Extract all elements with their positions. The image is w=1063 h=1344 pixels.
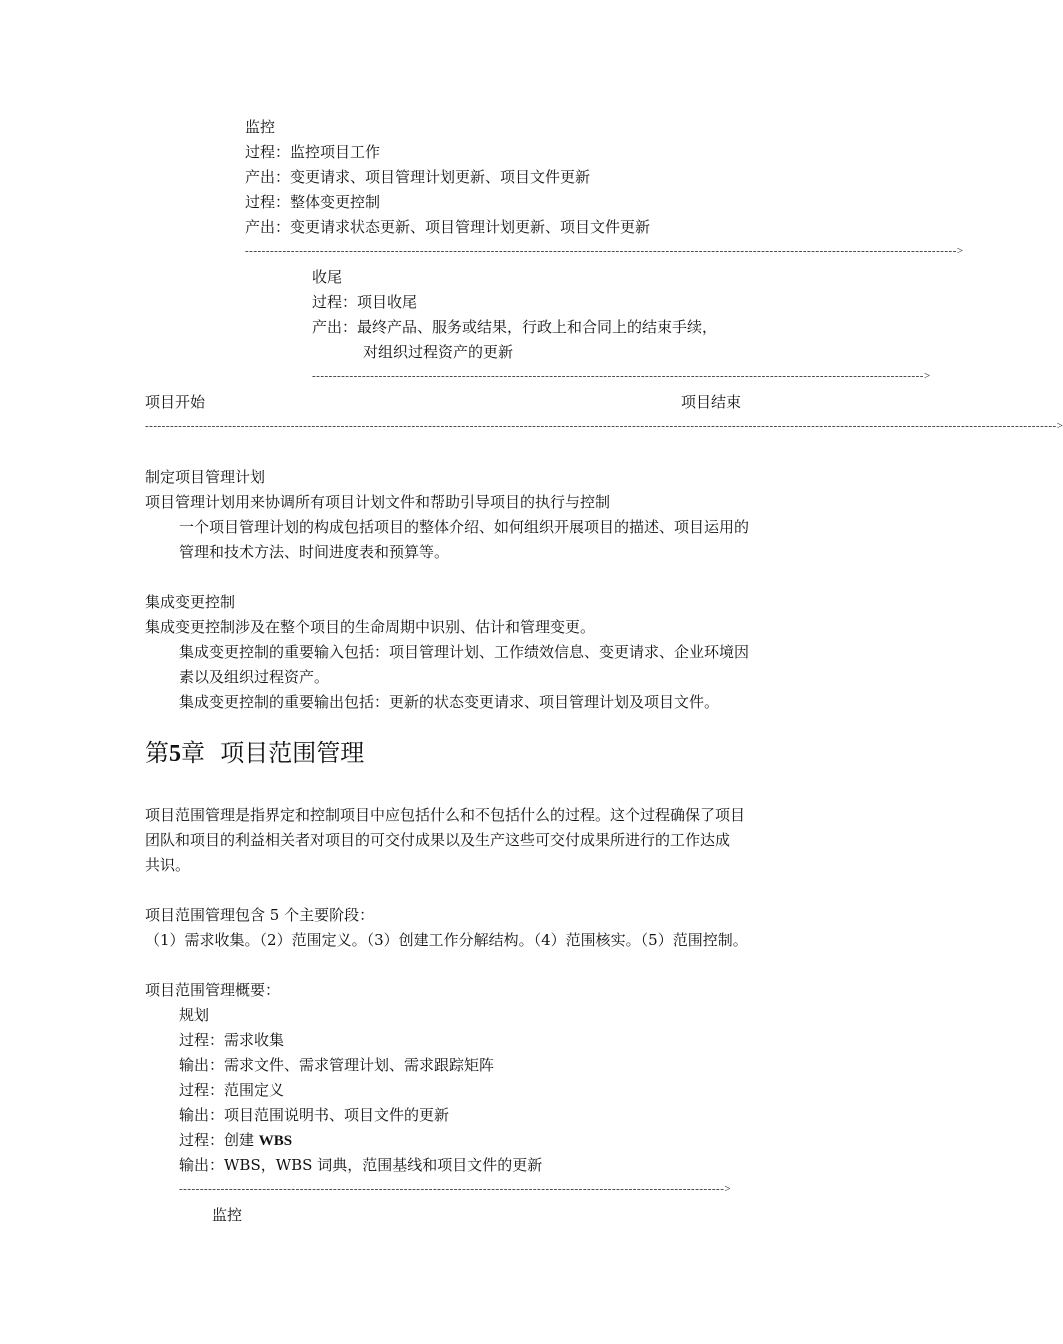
chapter-prefix: 第 (145, 739, 169, 767)
dashed-arrow: ---------------------------------------------------------------------------------------------------------------------------------------------------------------------------> (245, 245, 964, 257)
chapter-title: 项目范围管理 (220, 739, 365, 767)
close-output: 产出：最终产品、服务或结果，行政上和合同上的结束手续， (312, 318, 718, 336)
paragraph-line: 集成变更控制的重要输出包括：更新的状态变更请求、项目管理计划及项目文件。 (179, 693, 720, 711)
dashed-arrow: ---------------------------------------------------------------------------------------------------------------------------------------------------------------------------------------------------------------------------> (145, 420, 1063, 432)
monitor-line: 过程：监控项目工作 (245, 143, 381, 161)
wbs-prefix: 过程：创建 (179, 1131, 259, 1149)
paragraph-line: 集成变更控制涉及在整个项目的生命周期中识别、估计和管理变更。 (145, 618, 596, 636)
wbs-bold: WBS (258, 1133, 293, 1149)
chapter-number: 5 (169, 741, 181, 767)
timeline-end-label: 项目结束 (681, 393, 742, 411)
overview-title: 项目范围管理概要： (145, 981, 281, 999)
dashed-arrow: -----------------------------------------------------------------------------------------------------------------------------------> (179, 1183, 732, 1195)
chapter-heading (145, 738, 364, 769)
overview-line: 过程：范围定义 (179, 1081, 285, 1099)
section-title: 制定项目管理计划 (145, 468, 266, 486)
close-heading: 收尾 (312, 268, 343, 286)
overview-line: 输出：项目范围说明书、项目文件的更新 (179, 1106, 450, 1124)
overview-line: 过程：需求收集 (179, 1031, 285, 1049)
paragraph-line: 项目范围管理是指界定和控制项目中应包括什么和不包括什么的过程。这个过程确保了项目 (145, 806, 746, 824)
monitor-heading: 监控 (245, 118, 276, 136)
monitor-line: 过程：整体变更控制 (245, 193, 381, 211)
paragraph-line: 素以及组织过程资产。 (179, 668, 330, 686)
overview-line: 输出：WBS，WBS 词典，范围基线和项目文件的更新 (179, 1156, 543, 1174)
monitor-heading: 监控 (212, 1206, 243, 1224)
paragraph-line: 项目管理计划用来协调所有项目计划文件和帮助引导项目的执行与控制 (145, 493, 611, 511)
close-process: 过程：项目收尾 (312, 293, 418, 311)
chapter-suffix: 章 (181, 739, 205, 767)
paragraph-line: 管理和技术方法、时间进度表和预算等。 (179, 543, 450, 561)
paragraph-line: 一个项目管理计划的构成包括项目的整体介绍、如何组织开展项目的描述、项目运用的 (179, 518, 750, 536)
section-title: 集成变更控制 (145, 593, 236, 611)
monitor-line: 产出：变更请求、项目管理计划更新、项目文件更新 (245, 168, 591, 186)
phases-list: （1）需求收集。（2）范围定义。（3）创建工作分解结构。（4）范围核实。（5）范围控制。 (145, 931, 748, 949)
close-output-cont: 对组织过程资产的更新 (363, 343, 514, 361)
paragraph-line: 共识。 (145, 856, 191, 874)
overview-line: 输出：需求文件、需求管理计划、需求跟踪矩阵 (179, 1056, 495, 1074)
monitor-line: 产出：变更请求状态更新、项目管理计划更新、项目文件更新 (245, 218, 651, 236)
timeline-start-label: 项目开始 (145, 393, 206, 411)
overview-wbs-line (179, 1130, 292, 1151)
phases-intro: 项目范围管理包含 5 个主要阶段： (145, 906, 375, 924)
paragraph-line: 团队和项目的利益相关者对项目的可交付成果以及生产这些可交付成果所进行的工作达成 (145, 831, 731, 849)
dashed-arrow: ---------------------------------------------------------------------------------------------------------------------------------------------------> (312, 370, 931, 382)
plan-heading: 规划 (179, 1006, 210, 1024)
paragraph-line: 集成变更控制的重要输入包括：项目管理计划、工作绩效信息、变更请求、企业环境因 (179, 643, 750, 661)
